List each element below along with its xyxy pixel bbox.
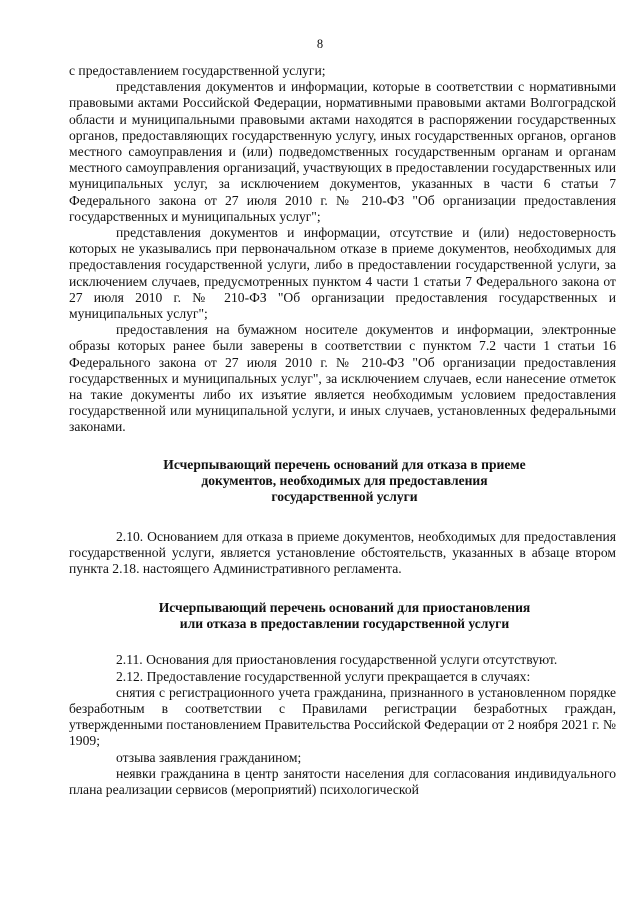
page-number: 8 [316,37,324,51]
section-termination [69,652,616,798]
document-body [69,63,616,798]
paragraph-item: отзыва заявления гражданином; [116,749,302,765]
heading-line: или отказа в предоставлении государственной услуги [179,615,510,631]
section-heading-suspension [69,600,616,633]
paragraph-2-11: 2.11. Основания для приостановления государственной услуги отсутствуют. [116,652,558,668]
heading-line: Исчерпывающий перечень оснований для отказа в приеме [163,456,526,472]
section-restrictions [69,63,616,436]
paragraph-item: представления документов и информации, отсутствие и (или) недостоверность которых не указывались при первоначальном отказе в приеме документов, необходимых для предоставления государственной услуги, либо в предоставлении государственной услуги, за исключением случаев, предусмотренных пунктом 4 части 1 статьи 7 Федерального закона от 27 июля 2010 г. № 210-ФЗ "Об организации предоставления государственных и муниципальных услуг"; [69,225,616,322]
paragraph-item: предоставления на бумажном носителе документов и информации, электронные образы которых ранее были заверены в соответствии с пунктом 7.2 части 1 статьи 16 Федерального закона от 27 июля 2010 г. № 210-ФЗ "Об организации предоставления государственных и муниципальных услуг", за исключением случаев, если нанесение отметок на такие документы либо их изъятие является необходимым условием предоставления государственной или муниципальной услуги, и иных случаев, установленных федеральными законами. [69,322,616,435]
paragraph-item: неявки гражданина в центр занятости населения для согласования индивидуального плана реализации сервисов (мероприятий) психологической [69,765,616,797]
paragraph-item: представления документов и информации, которые в соответствии с нормативными правовыми актами Российской Федерации, нормативными правовыми актами Волгоградской области и муниципальными правовыми актами находятся в распоряжении государственных органов, предоставляющих государственную услугу, иных государственных органов, органов местного самоуправления и (или) подведомственных государственным органам и органам местного самоуправления организаций, участвующих в предоставлении государственных или муниципальных услуг, за исключением документов, указанных в части 6 статьи 7 Федерального закона от 27 июля 2010 г. № 210-ФЗ "Об организации предоставления государственных и муниципальных услуг"; [69,79,616,224]
heading-line: Исчерпывающий перечень оснований для приостановления [158,599,531,615]
paragraph-continuation: с предоставлением государственной услуги; [69,63,326,78]
heading-line: документов, необходимых для предоставления [201,473,488,489]
paragraph-2-10: 2.10. Основанием для отказа в приеме документов, необходимых для предоставления государственной услуги, является установление обстоятельств, указанных в абзаце втором пункта 2.18. настоящего Административного регламента. [69,528,616,577]
section-heading-refusal-documents [69,457,616,506]
paragraph-2-12: 2.12. Предоставление государственной услуги прекращается в случаях: [116,668,531,684]
paragraph-item: снятия с регистрационного учета гражданина, признанного в установленном порядке безработным в соответствии с Правилами регистрации безработных граждан, утвержденными постановлением Правительства Российской Федерации от 2 ноября 2021 г. № 1909; [69,684,616,749]
heading-line: государственной услуги [271,489,418,505]
